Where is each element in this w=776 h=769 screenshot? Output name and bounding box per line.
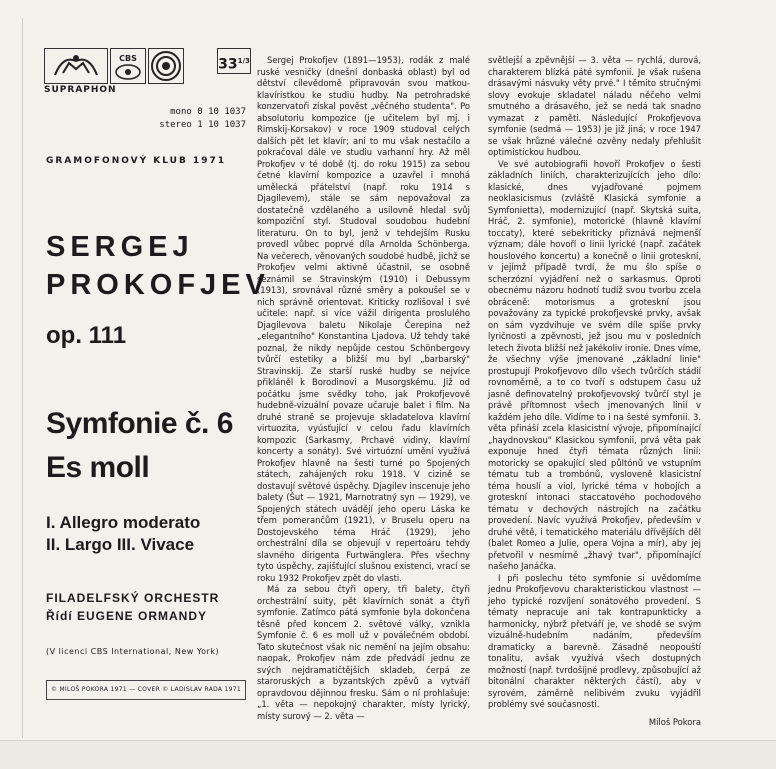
cbs-logo-icon	[110, 48, 146, 84]
liner-notes-column-1	[257, 55, 470, 722]
sleeve-bottom-fold	[0, 740, 776, 769]
rpm-badge	[217, 48, 251, 74]
notes-paragraph: světlejší a zpěvnější — 3. věta — rychlá, durová, charakterem blízká páté symfonii. Je však rušena drásavými násvuky věty prvé." I těmito stručnými slovy evokuje skladatel náladu něčeho velmi smutného a drásavého, jež se nedá tak snadno vymazat z paměti. Následující Prokofjevova symfonie (sedmá — 1953) je již jiná; v roce 1947 se však hrůzné válečné ozvěny nedaly přehlušit optimistickou hudbou.	[488, 55, 701, 157]
liner-notes-column-2	[488, 55, 701, 728]
rpm-main: 33	[218, 56, 238, 73]
notes-paragraph: Sergej Prokofjev (1891—1953), rodák z malé ruské vesničky (dnešní donbaská oblast) byl od dětství cílevědomě připravován svou matkou-klavíristkou ke studiu hudby. Na petrohradské konzervatoři získal pověst „věčného studenta". Po absolutoriu kompozice (je učitelem byl mj. i Rimskij-Korsakov) v roce 1909 studoval celých dalších pět let klavír; ani to mu však nestačilo a pokračoval dále ve studiu varhanní hry. Až měl Prokofjev v té době (tj. do roku 1915) za sebou četné klavírní kompozice a uzavřel i mnohá umělecká přátelství (např. roku 1914 s Djagilevem), stále se sám nepovažoval za dostatečně vzdělaného a usilovně hledal svůj kompoziční styl. Studoval soudobou hudební literaturu. On to byl, jenž v tehdejším Rusku provedl vůbec poprvé díla Arnolda Schönberga. Na večerech, věnovaných soudobé hudbě, jichž se Prokofjev velmi aktivně účastnil, se osobně seznámil se Stravinským (1910) i Debussym (1913), srovnával různé směry a pokoušel se v nich správně orientovat. Kriticky rozlišoval i své učitele: např. si více vážil dirigenta proslulého Djagilevova baletu Nikolaje Čerepina než „elegantního" Konstantina Ljadova. Už tehdy také poznal, že nikdy nepůjde cestou Schönbergovy tvůrčí estetiky a bližší mu byl „barbarský" Stravinskij. Ze starší ruské hudby se nejvíce přikláněl k Borodinovi a Musorgskému. Již od počátku jsme svědky toho, jak Prokofjevově hudebně-vizuální povaze učaruje balet i film. Na druhé straně se projevuje skladatelova klavírní virtuozita, vyúsťující v celou řadu klavírních kompozic (Sarkasmy, Prchavé vidiny, klavírní koncerty a sonáty). Své virtuózní umění využívá Prokofjev hlavně na šesti turné po Spojených státech, zahájených roku 1918. V cizině se dostavují světové úspěchy. Djagilev inscenuje jeho balety (Šut — 1921, Marnotratný syn — 1929), ve Spojených státech uvádějí jeho operu Láska ke třem pomerančům (1921), v Bruselu operu na Dostojevského téma Hráč (1929), jeho orchestrální díla se objevují v repertoáru tehdy slavného dirigenta Furtwänglera. Přes všechny tyto úspěchy, zajišťující slušnou existenci, vrací se roku 1932 Prokofjev zpět do vlasti.	[257, 55, 470, 583]
composer-name	[46, 228, 270, 304]
rpm-fraction: 1/3	[237, 57, 250, 65]
notes-paragraph: Ve své autobiografii hovoří Prokofjev o šesti základních liniích, charakterizujících jeho dílo: klasické, dnes vyjadřované pojmem neoklasicismus (zvláště Klasická symfonie a Symfonietta), modernizující (např. Skytská suita, Hráč, 2. symfonie), motorické (hlavně klavírní toccaty), které sebekriticky přiznává nejmenší význam; dále hovoří o linii lyrické (např. začátek houslového koncertu) a konečně o linii groteskní, v jejímž případě tvrdí, že mu šlo spíše o scherzózní vyjádření než o sarkasmus. Oproti obecnému názoru hodnotí tudíž svou tvorbu zcela obráceně: motorismus a groteskní jsou považovány za typické prokofjevské prvky, avšak on sám vyzdvihuje ve svém díle spíše prvky lyričnosti a zpěvnosti, jež jsou mu v posledních letech života bližší než jakékoliv ironie. Dnes víme, že všechny výše jmenované „základní linie" prostupují Prokofjevovo dílo všech tvůrčích stádií rovnoměrně, a to co tvoří s odstupem času už jasně definovatelný prokofjevovský tvůrčí styl je právě přítomnost všech jmenovaných linií v každém jeho díle. Vidíme to i na šesté symfonii. 3. věta přináší zcela klasicistní vývoje, připomínající „haydnovskou" Klasickou symfonii, prvá věta pak exponuje hned čtyři témata různých linií: motoricky se opakující sled půltónů ve vstupním tématu tub a trombónů, vysloveně klasicistní téma houslí a viol, lyrické téma v hobojích a groteskní intonaci staccatového pochodového tématu v dechových nástrojích na začátku provedení. Navíc využívá Prokofjev, především v druhé větě, i tematického materiálu dřívějších děl (balet Romeo a Julie, opera Vojna a mír), aby jej přetvořil v nesmírně „žhavý tvar", připomínající našeho Janáčka.	[488, 158, 701, 571]
brand-name: SUPRAPHON	[44, 85, 117, 95]
composer-first-name: SERGEJ	[46, 231, 194, 263]
copyright-credit: © MILOŠ POKORA 1971 — COVER © LADISLAV RADA 1971	[46, 680, 246, 700]
work-title	[46, 402, 233, 490]
opus-number: op. 111	[46, 322, 127, 349]
composer-last-name: PROKOFJEV	[46, 269, 270, 301]
club-name: GRAMOFONOVÝ KLUB 1971	[46, 156, 226, 166]
notes-paragraph: Má za sebou čtyři opery, tři balety, čtyři orchestrální suity, pět klavírních sonát a čtyři symfonie. Zatímco pátá symfonie byla dokončena těsně před koncem 2. světové války, vznikla Symfonie č. 6 es moll už v poválečném období. Tato skutečnost však nic nemění na jejím obsahu: naopak, Prokofjev nám zde předvádí jednu ze svých nejdramatičtějších skladeb, čerpá ze staroruských a byzantských zpěvů a vytváří opravdovou dějinnou fresku. Sám o ní prohlašuje: „1. věta — nepokojný charakter, místy lyrický, místy surový — 2. věta —	[257, 584, 470, 721]
movement-2-3: II. Largo III. Vivace	[46, 535, 195, 554]
performers	[46, 589, 219, 625]
author-signature: Miloš Pokora	[648, 716, 701, 727]
svg-text:CBS: CBS	[119, 54, 137, 63]
notes-paragraph: I při poslechu této symfonie si uvědomíme jednu Prokofjevovu charakteristickou vlastnost — jeho typické rozvíjení sonátového provedení. S tématy nepracuje ani tak kontrapunkticky a harmonicky, nýbrž přetváří je, ve shodě se svým vizuálně-hudebním nadáním, především dramaticky a barevně. Zásadně neopouští tonalitu, avšak využívá všech dostupných možností (např. tvrdošíjné prodlevy, způsobující až bitonální charakter některých částí), aby v syrovém, záměrně nelibivém zvuku vyjádřil problémy své současnosti.	[488, 572, 701, 709]
disc-spiral-logo-icon	[148, 48, 184, 84]
sleeve-left-fold	[22, 18, 23, 738]
work-title-line2: Es moll	[46, 451, 150, 484]
movement-1: I. Allegro moderato	[46, 513, 201, 532]
supraphon-logo-icon	[44, 48, 108, 84]
work-title-line1: Symfonie č. 6	[46, 407, 233, 440]
orchestra-name: FILADELFSKÝ ORCHESTR	[46, 591, 220, 605]
licence-note: (V licenci CBS International, New York)	[46, 647, 220, 656]
mono-catalog: mono 0 10 1037	[170, 107, 246, 117]
catalog-numbers	[159, 106, 246, 132]
movements	[46, 512, 200, 556]
conductor-name: Řídí EUGENE ORMANDY	[46, 609, 208, 623]
stereo-catalog: stereo 1 10 1037	[159, 120, 246, 130]
